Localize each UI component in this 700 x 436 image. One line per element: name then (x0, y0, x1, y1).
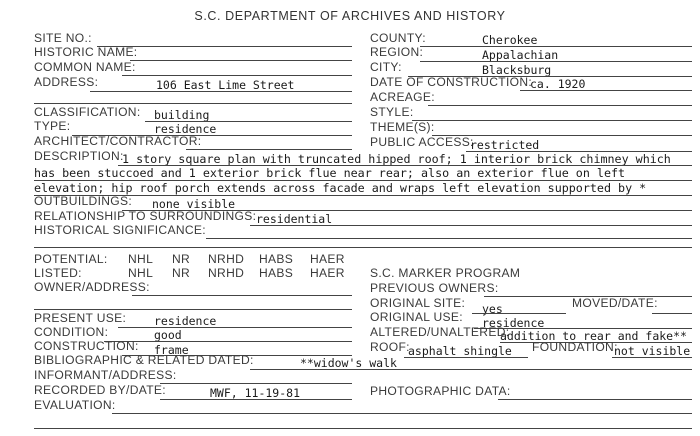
listed-habs[interactable]: HABS (259, 268, 294, 280)
relationship-label: RELATIONSHIP TO SURROUNDINGS: (34, 211, 257, 223)
architect-contractor-label: ARCHITECT/CONTRACTOR: (34, 136, 202, 148)
county-value: Cherokee (482, 33, 538, 47)
foundation-value: not visible (614, 344, 691, 358)
city-label: CITY: (370, 62, 402, 74)
original-use-value: residence (482, 316, 545, 330)
description-line-2: has been stuccoed and 1 exterior brick flue near rear; also an exterior flue on left (34, 166, 626, 180)
acreage-field[interactable] (428, 105, 692, 106)
site-no-label: SITE NO.: (34, 33, 92, 45)
condition-label: CONDITION: (34, 327, 109, 339)
potential-nhl[interactable]: NHL (128, 254, 154, 266)
description-field-3[interactable] (34, 195, 692, 196)
previous-owners-field[interactable] (484, 296, 692, 297)
foundation-label: FOUNDATION: (532, 342, 618, 354)
public-access-label: PUBLIC ACCESS: (370, 137, 474, 149)
date-of-construction-value: ca. 1920 (530, 77, 586, 91)
address-field[interactable] (90, 91, 352, 92)
condition-value: good (154, 328, 182, 342)
listed-label: LISTED: (34, 268, 82, 280)
roof-value: asphalt shingle (408, 344, 512, 358)
classification-label: CLASSIFICATION: (34, 107, 141, 119)
potential-habs[interactable]: HABS (259, 254, 294, 266)
description-line-3: elevation; hip roof porch extends across facade and wraps left elevation supported by * (34, 181, 647, 195)
construction-value: frame (154, 343, 189, 357)
themes-field[interactable] (432, 135, 692, 136)
evaluation-field[interactable] (112, 413, 692, 414)
type-value: residence (154, 122, 217, 136)
relationship-field[interactable] (250, 225, 692, 226)
original-use-label: ORIGINAL USE: (370, 312, 463, 324)
classification-value: building (154, 108, 210, 122)
informant-address-label: INFORMANT/ADDRESS: (34, 370, 177, 382)
address-value: 106 East Lime Street (156, 78, 295, 92)
common-name-field[interactable] (122, 75, 352, 76)
common-name-label: COMMON NAME: (34, 62, 136, 74)
date-of-construction-field[interactable] (520, 90, 692, 91)
altered-unaltered-label: ALTERED/UNALTERED: (370, 327, 510, 339)
recorded-by-value: MWF, 11-19-81 (210, 386, 301, 400)
description-line-1: 1 story square plan with truncated hipped roof; 1 interior brick chimney which (122, 152, 671, 166)
description-label: DESCRIPTION: (34, 151, 124, 163)
moved-date-field[interactable] (652, 313, 692, 314)
themes-label: THEME(S): (370, 122, 435, 134)
photographic-data-label: PHOTOGRAPHIC DATA: (370, 386, 511, 398)
city-value: Blacksburg (482, 63, 552, 77)
potential-nr[interactable]: NR (172, 254, 191, 266)
listed-nhl[interactable]: NHL (128, 268, 154, 280)
historic-name-label: HISTORIC NAME: (34, 47, 138, 59)
recorded-by-label: RECORDED BY/DATE: (34, 385, 166, 397)
relationship-value: residential (256, 212, 333, 226)
foundation-field[interactable] (612, 357, 692, 358)
evaluation-label: EVALUATION: (34, 400, 116, 412)
roof-field[interactable] (404, 357, 528, 358)
owner-address-field-2[interactable] (34, 309, 352, 310)
potential-haer[interactable]: HAER (310, 254, 345, 266)
style-field[interactable] (412, 120, 692, 121)
original-site-field[interactable] (472, 313, 566, 314)
architect-contractor-field[interactable] (186, 149, 352, 150)
form-title: S.C. DEPARTMENT OF ARCHIVES AND HISTORY (194, 9, 506, 23)
acreage-label: ACREAGE: (370, 92, 435, 104)
county-field[interactable] (420, 46, 692, 47)
outbuildings-label: OUTBUILDINGS: (34, 196, 133, 208)
moved-date-label: MOVED/DATE: (572, 298, 658, 310)
construction-label: CONSTRUCTION: (34, 341, 139, 353)
bibliographic-field[interactable] (250, 369, 692, 370)
section-divider (34, 247, 692, 248)
listed-haer[interactable]: HAER (310, 268, 345, 280)
present-use-label: PRESENT USE: (34, 313, 127, 325)
address-label: ADDRESS: (34, 77, 99, 89)
address-field-2[interactable] (34, 103, 352, 104)
county-label: COUNTY: (370, 33, 426, 45)
region-value: Appalachian (482, 48, 559, 62)
recorded-by-field[interactable] (160, 399, 352, 400)
bibliographic-value: **widow's walk (300, 356, 397, 370)
roof-label: ROOF: (370, 342, 410, 354)
bibliographic-label: BIBLIOGRAPHIC & RELATED DATED: (34, 355, 254, 367)
listed-nrhd[interactable]: NRHD (208, 268, 245, 280)
listed-nr[interactable]: NR (172, 268, 191, 280)
previous-owners-label: PREVIOUS OWNERS: (370, 283, 499, 295)
historic-name-field[interactable] (130, 60, 352, 61)
owner-address-label: OWNER/ADDRESS: (34, 282, 150, 294)
present-use-value: residence (154, 314, 217, 328)
potential-label: POTENTIAL: (34, 254, 108, 266)
condition-field[interactable] (104, 341, 352, 342)
potential-nrhd[interactable]: NRHD (208, 254, 245, 266)
photographic-data-field[interactable] (498, 399, 692, 400)
historical-significance-field[interactable] (206, 238, 692, 239)
outbuildings-value: none visible (152, 197, 236, 211)
evaluation-field-2[interactable] (34, 428, 692, 429)
historical-significance-label: HISTORICAL SIGNIFICANCE: (34, 225, 206, 237)
region-label: REGION: (370, 47, 424, 59)
original-site-label: ORIGINAL SITE: (370, 298, 466, 310)
region-field[interactable] (420, 61, 692, 62)
marker-program-label: S.C. MARKER PROGRAM (370, 268, 521, 280)
informant-address-field[interactable] (160, 383, 352, 384)
altered-unaltered-value: addition to rear and fake** (500, 329, 687, 343)
type-label: TYPE: (34, 121, 71, 133)
owner-address-field[interactable] (132, 295, 352, 296)
original-site-value: yes (482, 302, 503, 316)
style-label: STYLE: (370, 107, 414, 119)
date-of-construction-label: DATE OF CONSTRUCTION: (370, 77, 533, 89)
public-access-value: restricted (470, 138, 540, 152)
